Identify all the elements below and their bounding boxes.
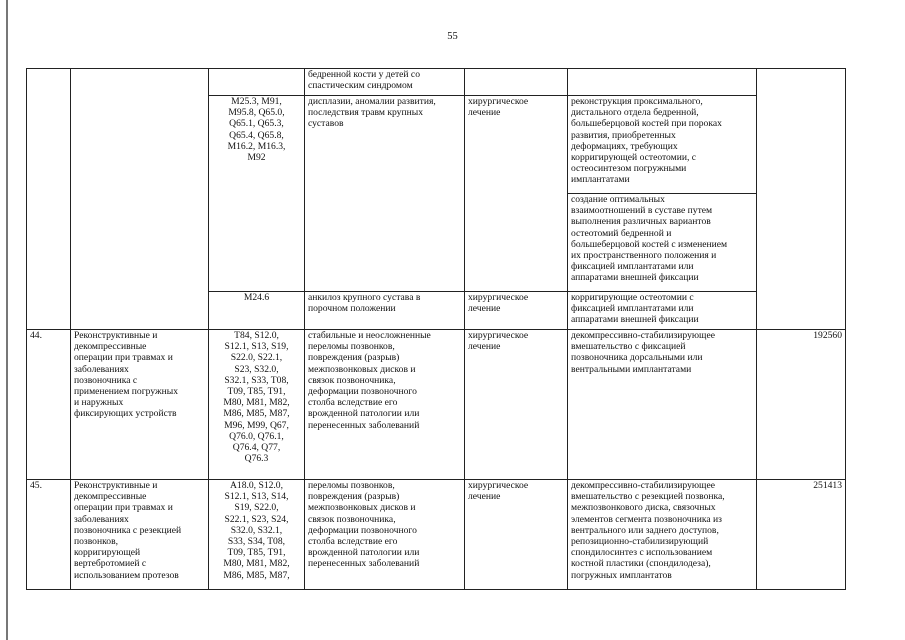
diagnosis-cell: стабильные и неосложненные переломы позвонков, повреждения (разрыв) межпозвонковых дисков и связок позвоночника, деформации позвоночного столба вследствие его врожденной патологии или перенесенных заболеваний bbox=[305, 330, 465, 480]
diagnosis-cell: анкилоз крупного сустава в порочном положении bbox=[305, 292, 465, 330]
page-number: 55 bbox=[447, 31, 458, 42]
table-row bbox=[27, 69, 846, 96]
codes-cell: T84, S12.0, S12.1, S13, S19, S22.0, S22.1, S23, S32.0, S32.1, S33, T08, T09, T85, T91, M80, M81, M82, M86, M85, M87, M96, M99, Q67, Q76.0, Q76.1, Q76.4, Q77, Q76.3 bbox=[209, 330, 305, 480]
num-cell: 44. bbox=[27, 330, 71, 480]
method-cell: создание оптимальных взаимоотношений в суставе путем выполнения различных вариантов остеотомий бедренной и большеберцовой костей с изменением их пространственного положения и фиксацией имплантатами или аппаратами внешней фиксации bbox=[568, 194, 757, 292]
num-cell: 45. bbox=[27, 480, 71, 590]
cost-cell: 192560 bbox=[757, 330, 846, 480]
page-left-edge-line bbox=[6, 0, 8, 640]
treatment-cell: хирургическое лечение bbox=[465, 330, 568, 480]
cost-cell bbox=[757, 69, 846, 330]
medical-care-table bbox=[26, 68, 846, 590]
diagnosis-cell: бедренной кости у детей со спастическим синдромом bbox=[305, 69, 465, 96]
name-cell: Реконструктивные и декомпрессивные операции при травмах и заболеваниях позвоночника с резекцией позвонков, корригирующей вертебротомией с использованием протезов bbox=[71, 480, 209, 590]
name-cell: Реконструктивные и декомпрессивные операции при травмах и заболеваниях позвоночника с применением погружных и наружных фиксирующих устройств bbox=[71, 330, 209, 480]
table-row bbox=[27, 330, 846, 480]
method-cell: реконструкция проксимального, дистального отдела бедренной, большеберцовой костей при пороках развития, приобретенных деформациях, требующих корригирующей остеотомии, с остеосинтезом погружными имплантатами bbox=[568, 96, 757, 194]
treatment-cell: хирургическое лечение bbox=[465, 292, 568, 330]
method-cell bbox=[568, 69, 757, 96]
codes-cell bbox=[209, 69, 305, 96]
treatment-cell: хирургическое лечение bbox=[465, 480, 568, 590]
method-cell: декомпрессивно-стабилизирующее вмешательство с резекцией позвонка, межпозвонкового диска, связочных элементов сегмента позвоночника из вентрального или заднего доступов, репозиционно-стабилизирующий спондилосинтез с использованием костной пластики (спондилодеза), погружных имплантатов bbox=[568, 480, 757, 590]
method-cell: декомпрессивно-стабилизирующее вмешательство с фиксацией позвоночника дорсальными или вентральными имплантатами bbox=[568, 330, 757, 480]
codes-cell: A18.0, S12.0, S12.1, S13, S14, S19, S22.0, S22.1, S23, S24, S32.0, S32.1, S33, S34, T08, T09, T85, T91, M80, M81, M82, M86, M85, M87, bbox=[209, 480, 305, 590]
codes-cell: M25.3, M91, M95.8, Q65.0, Q65.1, Q65.3, Q65.4, Q65.8, M16.2, M16.3, M92 bbox=[209, 96, 305, 292]
method-cell: корригирующие остеотомии с фиксацией имплантатами или аппаратами внешней фиксации bbox=[568, 292, 757, 330]
diagnosis-cell: дисплазии, аномалии развития, последствия травм крупных суставов bbox=[305, 96, 465, 292]
name-cell bbox=[71, 69, 209, 330]
treatment-cell: хирургическое лечение bbox=[465, 96, 568, 292]
codes-cell: M24.6 bbox=[209, 292, 305, 330]
treatment-cell bbox=[465, 69, 568, 96]
diagnosis-cell: переломы позвонков, повреждения (разрыв) межпозвонковых дисков и связок позвоночника, деформации позвоночного столба вследствие его врожденной патологии или перенесенных заболеваний bbox=[305, 480, 465, 590]
cost-cell: 251413 bbox=[757, 480, 846, 590]
num-cell bbox=[27, 69, 71, 330]
table-row bbox=[27, 480, 846, 590]
